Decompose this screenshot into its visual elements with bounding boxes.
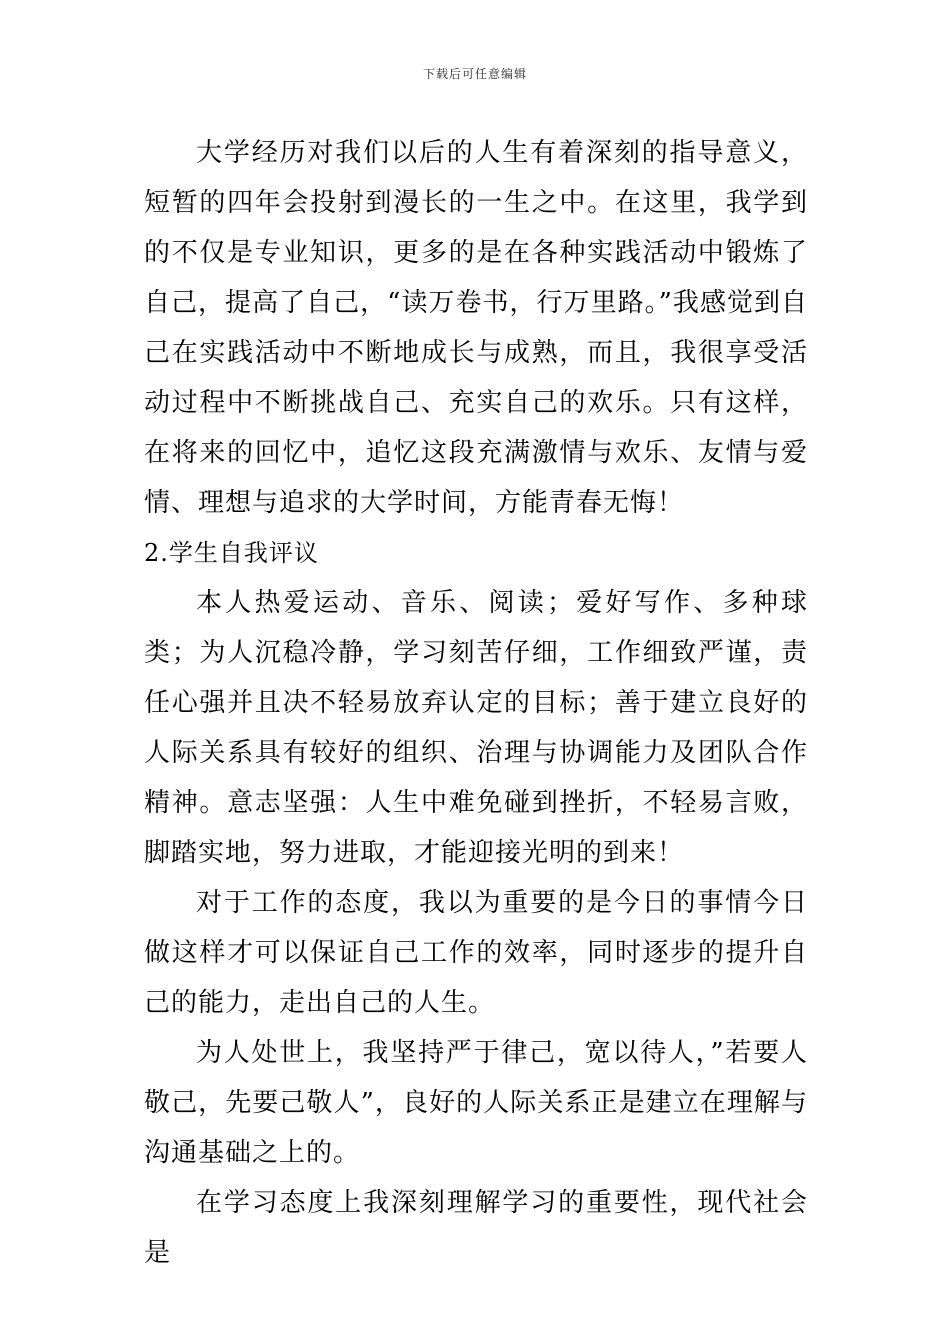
paragraph-personality: 本人热爱运动、音乐、阅读；爱好写作、多种球类；为人沉稳冷静，学习刻苦仔细，工作细致严谨，责任心强并且决不轻易放弃认定的目标；善于建立良好的人际关系具有较好的组织、治理与协调能力及团队合作精神。意志坚强：人生中难免碰到挫折，不轻易言败，脚踏实地，努力进取，才能迎接光明的到来！: [144, 588, 808, 868]
paragraph-college-experience: 大学经历对我们以后的人生有着深刻的指导意义，短暂的四年会投射到漫长的一生之中。在这里，我学到的不仅是专业知识，更多的是在各种实践活动中锻炼了自己，提高了自己，“读万卷书，行万里路。”我感觉到自己在实践活动中不断地成长与成熟，而且，我很享受活动过程中不断挑战自己、充实自己的欢乐。只有这样，在将来的回忆中，追忆这段充满激情与欢乐、友情与爱情、理想与追求的大学时间，方能青春无悔！: [144, 138, 808, 518]
paragraph-work-attitude: 对于工作的态度，我以为重要的是今日的事情今日做这样才可以保证自己工作的效率，同时逐步的提升自己的能力，走出自己的人生。: [144, 888, 808, 1018]
paragraph-interpersonal: 为人处世上，我坚持严于律己，宽以待人，”若要人敬己，先要己敬人”，良好的人际关系正是建立在理解与沟通基础之上的。: [144, 1038, 808, 1168]
document-body: [144, 128, 808, 1278]
section-heading-self-evaluation: 2.学生自我评议: [144, 539, 319, 567]
paragraph-study-attitude: 在学习态度上我深刻理解学习的重要性，现代社会是: [144, 1188, 808, 1268]
page-header: 下载后可任意编辑: [422, 67, 527, 81]
